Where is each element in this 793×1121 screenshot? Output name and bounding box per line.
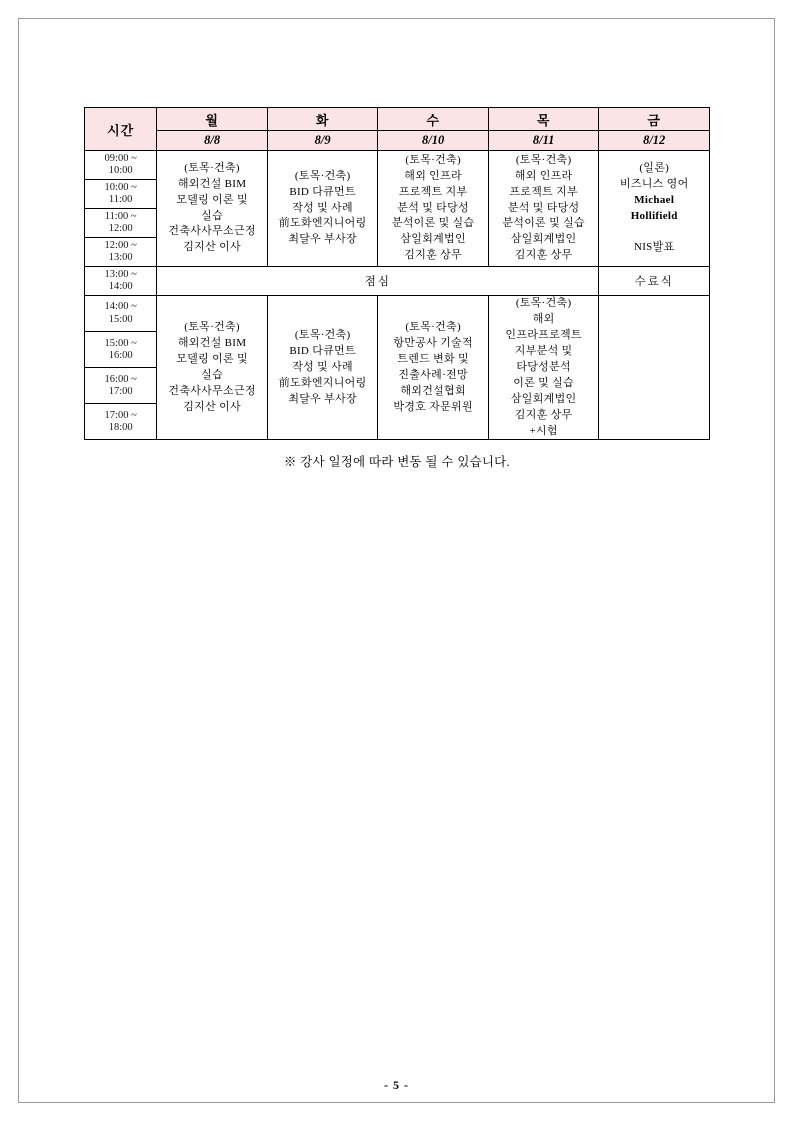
class-line: 프로젝트 지부 [509, 185, 578, 198]
class-line: 모델링 이론 및 [176, 352, 248, 365]
header-date-fri: 8/12 [599, 131, 710, 151]
class-cell-thu-afternoon [488, 296, 599, 440]
class-cell-fri-afternoon-empty [599, 296, 710, 440]
time-to: 18:00 [108, 421, 133, 433]
class-cell-fri-morning [599, 151, 710, 267]
header-date-mon: 8/8 [157, 131, 268, 151]
time-slot-1400 [85, 296, 157, 332]
class-line: 해외건설협회 [400, 384, 466, 397]
class-line: 진출사례·전망 [398, 368, 468, 381]
class-line: 해외 [532, 312, 555, 325]
time-to: 13:00 [108, 252, 133, 263]
time-from: 17:00 ~ [104, 409, 137, 421]
class-line: 이론 및 실습 [513, 376, 575, 389]
time-to: 10:00 [108, 165, 133, 176]
class-line: 분석이론 및 실습 [391, 217, 475, 230]
class-line: 작성 및 사례 [292, 201, 353, 214]
page-number: - 5 - [384, 1078, 409, 1092]
class-line: +시험 [529, 424, 558, 437]
time-from: 15:00 ~ [104, 337, 137, 349]
class-line: 트렌드 변화 및 [397, 352, 469, 365]
time-from: 09:00 ~ [104, 152, 137, 164]
class-cell-wed-morning [378, 151, 489, 267]
class-line: BID 다큐먼트 [289, 344, 356, 357]
header-date-thu: 8/11 [488, 131, 599, 151]
time-to: 11:00 [108, 194, 133, 205]
time-from: 14:00 ~ [104, 301, 137, 313]
class-cell-tue-afternoon [267, 296, 378, 440]
header-day-wed: 수 [378, 108, 489, 131]
table-header-date-row [85, 131, 710, 151]
graduation-cell: 수료식 [599, 267, 710, 296]
time-to: 14:00 [108, 281, 133, 292]
header-date-tue: 8/9 [267, 131, 378, 151]
lunch-cell: 점심 [157, 267, 599, 296]
class-line: 김지훈 상무 [514, 249, 573, 262]
class-line: Hollifield [630, 209, 678, 222]
class-line: 해외건설 BIM [177, 336, 247, 349]
class-line: 김지훈 상무 [514, 408, 573, 421]
class-line: 비즈니스 영어 [619, 177, 689, 190]
class-cell-thu-morning [488, 151, 599, 267]
class-line: 작성 및 사례 [292, 360, 353, 373]
class-cell-mon-morning [157, 151, 268, 267]
table-row-lunch [85, 267, 710, 296]
table-header-day-row [85, 108, 710, 131]
class-line: 모델링 이론 및 [176, 193, 248, 206]
schedule-note: ※ 강사 일정에 따라 변동 될 수 있습니다. [283, 455, 511, 469]
class-line: 타당성분석 [516, 360, 571, 373]
class-line: 前도화엔지니어링 [278, 376, 367, 389]
class-line: 최달우 부사장 [288, 392, 357, 405]
time-slot-1100 [85, 209, 157, 238]
time-from: 16:00 ~ [104, 373, 137, 385]
class-line: (토목·건축) [294, 328, 351, 341]
header-day-mon: 월 [157, 108, 268, 131]
class-line: 건축사사무소근정 [168, 384, 256, 397]
class-line: 분석이론 및 실습 [502, 217, 585, 230]
class-line: 인프라프로젝트 [505, 328, 582, 341]
header-day-tue: 화 [267, 108, 378, 131]
class-line: (토목·건축) [294, 169, 351, 182]
time-slot-0900 [85, 151, 157, 180]
class-cell-tue-morning [267, 151, 378, 267]
time-to: 16:00 [108, 349, 133, 361]
time-from: 12:00 ~ [104, 239, 137, 251]
time-slot-1600 [85, 368, 157, 404]
class-line: 분석 및 타당성 [397, 201, 469, 214]
class-line: Michael [634, 193, 675, 206]
header-time: 시간 [85, 108, 157, 151]
time-from: 10:00 ~ [104, 181, 137, 193]
class-line: 실습 [201, 209, 224, 222]
schedule-table [84, 107, 710, 440]
class-line: 박경호 자문위원 [393, 400, 473, 413]
class-line: (토목·건축) [405, 153, 461, 166]
time-to: 15:00 [108, 313, 133, 325]
class-line: (토목·건축) [405, 320, 461, 333]
header-day-thu: 목 [488, 108, 599, 131]
class-line: (토목·건축) [184, 320, 240, 333]
class-line: 프로젝트 지부 [398, 185, 468, 198]
class-line: 해외 인프라 [514, 169, 573, 182]
class-line: 삼일회계법인 [510, 392, 577, 405]
class-line: 김지산 이사 [183, 241, 241, 254]
time-from: 11:00 ~ [104, 210, 137, 222]
schedule-container [84, 107, 710, 469]
class-line: 항만공사 기술적 [393, 336, 473, 349]
class-line: 지부분석 및 [514, 344, 573, 357]
class-line: 실습 [201, 368, 224, 381]
class-cell-mon-afternoon [157, 296, 268, 440]
class-line: (토목·건축) [515, 153, 572, 166]
time-slot-1500 [85, 332, 157, 368]
table-row [85, 151, 710, 180]
class-line: 최달우 부사장 [288, 233, 357, 246]
class-line: (토목·건축) [515, 297, 572, 309]
class-line: (일론) [639, 161, 670, 174]
class-line: 해외 인프라 [404, 169, 462, 182]
time-from: 13:00 ~ [104, 268, 137, 280]
time-slot-1000 [85, 180, 157, 209]
class-line: 김지산 이사 [183, 400, 241, 413]
header-date-wed: 8/10 [378, 131, 489, 151]
table-row [85, 296, 710, 332]
class-line: 김지훈 상무 [404, 249, 462, 262]
class-line: 삼일회계법인 [400, 233, 466, 246]
class-line: NIS발표 [633, 241, 675, 254]
class-cell-wed-afternoon [378, 296, 489, 440]
class-line: 해외건설 BIM [177, 177, 247, 190]
header-day-fri: 금 [599, 108, 710, 131]
class-line-spacer [599, 224, 709, 240]
time-slot-1300 [85, 267, 157, 296]
time-slot-1700 [85, 404, 157, 440]
class-line: (토목·건축) [184, 161, 240, 174]
time-slot-1200 [85, 238, 157, 267]
time-to: 12:00 [108, 223, 133, 234]
class-line: 삼일회계법인 [510, 233, 577, 246]
class-line: 건축사사무소근정 [168, 225, 256, 238]
class-line: 분석 및 타당성 [507, 201, 580, 214]
class-line: 前도화엔지니어링 [278, 217, 367, 230]
time-to: 17:00 [108, 385, 133, 397]
class-line: BID 다큐먼트 [289, 185, 356, 198]
